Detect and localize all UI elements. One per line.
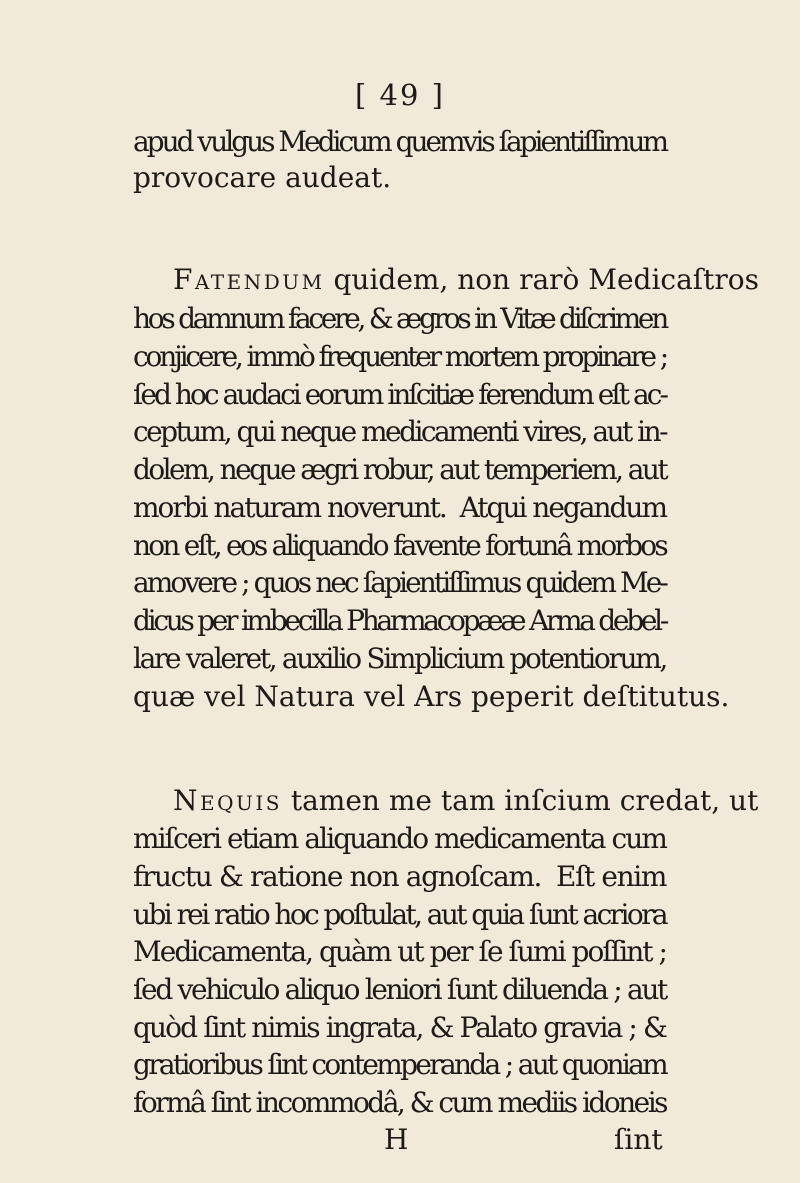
text-line: dolem, neque ægri robur, aut temperiem, aut	[133, 453, 666, 486]
text-line: ſed vehiculo aliquo leniori ſunt diluenda ; aut	[133, 973, 667, 1006]
text-line: morbi naturam noverunt. Atqui negandum	[133, 491, 666, 524]
text-line: gratioribus ſint contemperanda ; aut quoniam	[133, 1048, 666, 1081]
text-line: quòd ſint nimis ingrata, & Palato gravia ; &	[133, 1011, 666, 1044]
text-line-rest: tamen me tam inſcium credat, ut	[281, 784, 759, 817]
text-line-rest: quidem, non rarò Medicaſtros	[324, 263, 760, 296]
text-line: hos damnum facere, & ægros in Vitæ diſcrimen	[133, 302, 666, 335]
text-line: apud vulgus Medicum quemvis ſapientiſſimum	[133, 125, 666, 158]
lead-word: Fatendum	[173, 263, 325, 296]
text-line: lare valeret, auxilio Simplicium potentiorum,	[133, 642, 666, 675]
page-number-header: [ 49 ]	[355, 78, 445, 112]
text-line: fructu & ratione non agnoſcam. Eſt enim	[133, 860, 666, 893]
text-line: quæ vel Natura vel Ars peperit deſtitutus.	[133, 680, 730, 713]
text-line: ubi rei ratio hoc poſtulat, aut quia ſunt acriora	[133, 898, 666, 931]
text-line: provocare audeat.	[133, 161, 392, 194]
lead-word: Nequis	[173, 784, 282, 817]
text-line: ſed hoc audaci eorum inſcitiæ ferendum eſt ac-	[133, 378, 666, 411]
text-line: miſceri etiam aliquando medicamenta cum	[133, 822, 666, 855]
text-line: non eſt, eos aliquando favente fortunâ morbos	[133, 529, 666, 562]
text-line: amovere ; quos nec ſapientiſſimus quidem Me-	[133, 566, 666, 599]
text-line: Medicamenta, quàm ut per ſe ſumi poſſint ;	[133, 935, 666, 968]
text-line: conjicere, immò frequenter mortem propinare ;	[133, 340, 666, 373]
signature-mark: H	[384, 1123, 409, 1156]
text-line-first	[173, 784, 759, 817]
catchword: ſint	[614, 1123, 663, 1156]
text-line: formâ ſint incommodâ, & cum mediis idoneis	[133, 1086, 666, 1119]
text-line: ceptum, qui neque medicamenti vires, aut in-	[133, 415, 666, 448]
text-line-first	[173, 263, 760, 296]
text-line: dicus per imbecilla Pharmacopææ Arma debel-	[133, 604, 666, 637]
